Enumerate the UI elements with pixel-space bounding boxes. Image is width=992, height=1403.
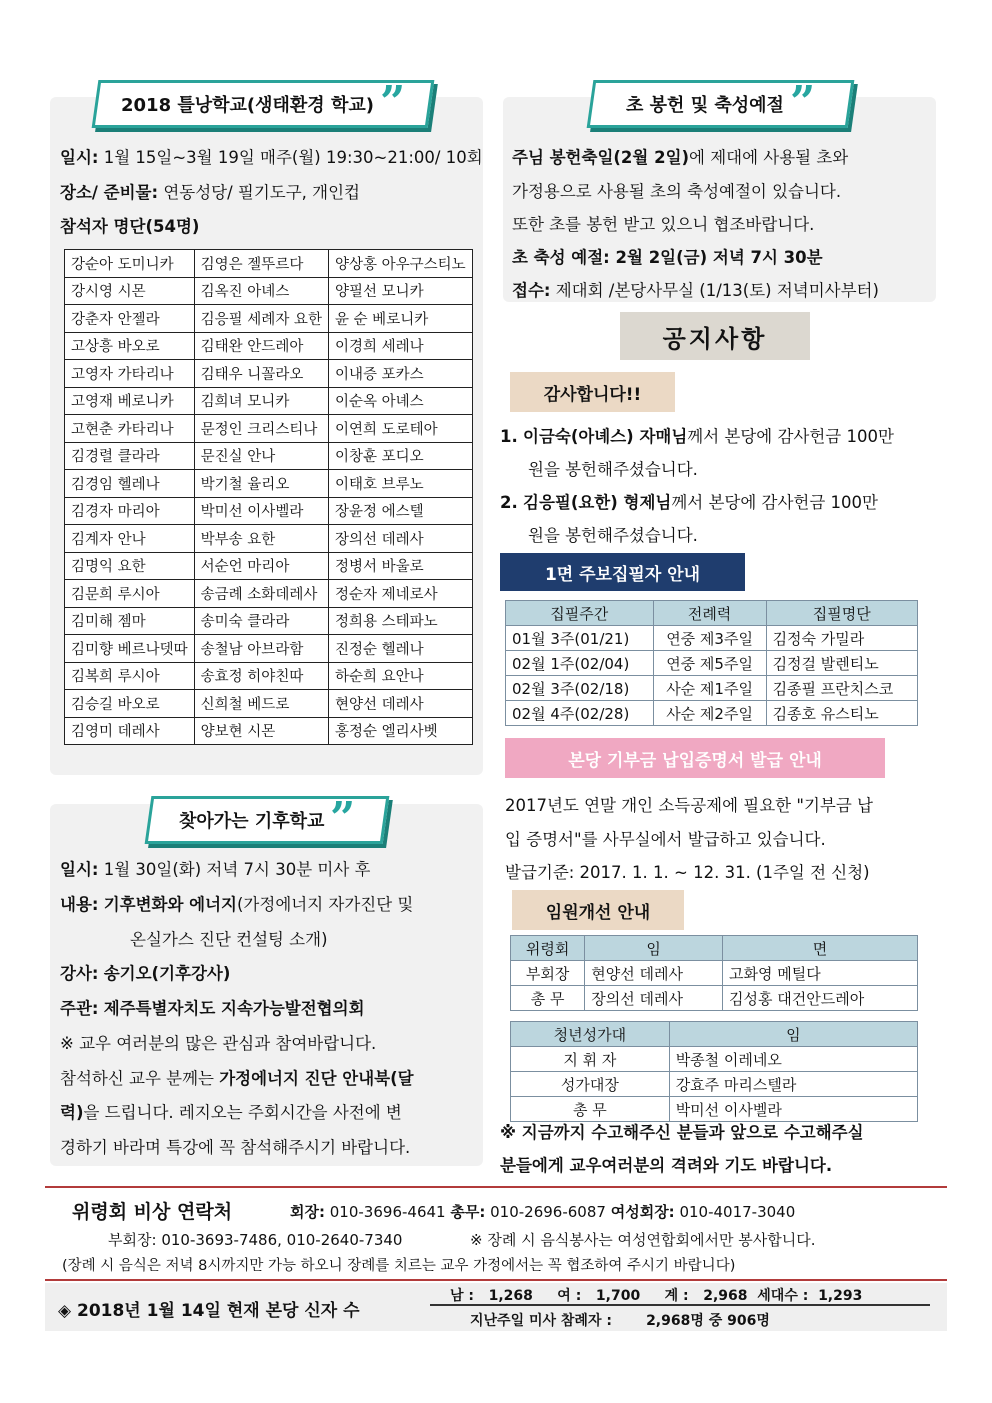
roster-cell: 정순자 제네로사 [328, 580, 472, 608]
roster-cell: 김미해 젬마 [65, 607, 195, 635]
officer-cell: 현양선 데레사 [585, 961, 723, 986]
roster-cell: 하순희 요안나 [328, 662, 472, 690]
roster-cell: 김명익 요한 [65, 552, 195, 580]
choir-cell: 지 휘 자 [511, 1047, 670, 1072]
roster-table [64, 249, 473, 745]
roster-cell: 고영재 베로니카 [65, 387, 195, 415]
roster-cell: 김문희 루시아 [65, 580, 195, 608]
writers-cell: 연중 제3주일 [653, 626, 766, 651]
climate-date: 일시: 1월 30일(화) 저녁 7시 30분 미사 후 [60, 860, 371, 879]
officer-cell: 장의선 데레사 [585, 986, 723, 1011]
roster-cell: 이내증 포카스 [328, 360, 472, 388]
roster-cell: 양보현 시몬 [194, 717, 328, 745]
officer-title: 임원개선 안내 [512, 890, 684, 930]
roster-cell: 이태호 브루노 [328, 470, 472, 498]
climate-host: 주관: 제주특별자치도 지속가능발전협의회 [60, 999, 365, 1018]
roster-cell: 정병서 바울로 [328, 552, 472, 580]
choir-cell: 박미선 이사벨라 [669, 1097, 917, 1122]
emergency-title: 위령회 비상 연락처 [72, 1201, 233, 1223]
writers-cell: 01월 3주(01/21) [506, 626, 654, 651]
stats-underline [430, 1304, 930, 1306]
roster-cell: 김경자 마리아 [65, 497, 195, 525]
writers-title: 1면 주보집필자 안내 [500, 553, 745, 591]
roster-row [65, 250, 473, 278]
donation-title: 본당 기부금 납입증명서 발급 안내 [505, 738, 885, 778]
roster-cell: 송철남 아브라함 [194, 635, 328, 663]
emergency-contacts: 회장: 010-3696-4641 총무: 010-2696-6087 여성회장: 010-4017-3040 [290, 1203, 796, 1221]
candle-blessing: 초 축성 예절: 2월 2일(금) 저녁 7시 30분 [512, 248, 823, 267]
writers-cell: 김정숙 가밀라 [766, 626, 917, 651]
roster-cell: 김영미 데레사 [65, 717, 195, 745]
table-header-cell: 임 [585, 936, 723, 961]
climate-content-line2: 온실가스 진단 컨설팅 소개) [130, 930, 328, 949]
roster-cell: 김희녀 모니카 [194, 387, 328, 415]
closing-line1: ※ 지금까지 수고해주신 분들과 앞으로 수고해주실 [500, 1123, 864, 1142]
officer-cell: 부회장 [511, 961, 585, 986]
roster-cell: 고상흥 바오로 [65, 332, 195, 360]
climate-lecturer: 강사: 송기오(기후강사) [60, 964, 231, 983]
roster-cell: 김경임 헬레나 [65, 470, 195, 498]
quote-icon: ” [789, 77, 816, 128]
roster-cell: 김옥진 아녜스 [194, 277, 328, 305]
climate-title: 찾아가는 기후학교 [178, 811, 325, 832]
candle-reception: 접수: 제대회 /본당사무실 (1/13(토) 저녁미사부터) [512, 281, 879, 300]
roster-row [65, 442, 473, 470]
roster-cell: 김복희 루시아 [65, 662, 195, 690]
table-header-cell: 집필명단 [766, 601, 917, 626]
climate-note2: 참석하신 교우 분께는 가정에너지 진단 안내북(달 [60, 1069, 414, 1088]
candle-p3: 또한 초를 봉헌 받고 있으니 협조바랍니다. [512, 215, 815, 234]
roster-row [65, 305, 473, 333]
writers-cell: 사순 제1주일 [653, 676, 766, 701]
roster-row [65, 635, 473, 663]
roster-row [65, 662, 473, 690]
writers-cell: 연중 제5주일 [653, 651, 766, 676]
roster-row [65, 552, 473, 580]
donation-line2: 입 증명서"를 사무실에서 발급하고 있습니다. [505, 830, 826, 849]
choir-table [510, 1021, 918, 1122]
roster-cell: 고영자 가타리나 [65, 360, 195, 388]
officer-row [511, 961, 918, 986]
climate-content: 내용: 기후변화와 에너지(가정에너지 자가진단 및 [60, 895, 414, 914]
officer-table [510, 935, 918, 1011]
roster-title: 참석자 명단(54명) [60, 217, 200, 236]
writers-row [506, 651, 918, 676]
roster-row [65, 525, 473, 553]
quote-icon: ” [330, 793, 356, 844]
climate-note1: ※ 교우 여러분의 많은 관심과 참여바랍니다. [60, 1034, 377, 1053]
roster-cell: 박기철 율리오 [194, 470, 328, 498]
roster-cell: 이순옥 아녜스 [328, 387, 472, 415]
roster-row [65, 690, 473, 718]
officer-cell: 김성홍 대건안드레아 [723, 986, 918, 1011]
roster-cell: 강시영 시몬 [65, 277, 195, 305]
roster-row [65, 332, 473, 360]
roster-cell: 송미숙 클라라 [194, 607, 328, 635]
writers-cell: 김종호 유스티노 [766, 701, 917, 726]
roster-cell: 진정순 헬레나 [328, 635, 472, 663]
table-header-cell: 집필주간 [506, 601, 654, 626]
roster-cell: 양상홍 아우구스티노 [328, 250, 472, 278]
choir-row [511, 1097, 918, 1122]
roster-cell: 이연희 도로테아 [328, 415, 472, 443]
writers-cell: 사순 제2주일 [653, 701, 766, 726]
candle-p2: 가정용으로 사용될 초의 축성예절이 있습니다. [512, 182, 842, 201]
officer-row [511, 986, 918, 1011]
stats-counts: 남 : 1,268 여 : 1,700 계 : 2,968 세대수 : 1,293 [450, 1288, 863, 1304]
choir-row [511, 1072, 918, 1097]
roster-cell: 신희철 베드로 [194, 690, 328, 718]
roster-cell: 김영은 젤뚜르다 [194, 250, 328, 278]
writers-row [506, 626, 918, 651]
roster-cell: 김경렬 클라라 [65, 442, 195, 470]
roster-cell: 강춘자 안젤라 [65, 305, 195, 333]
roster-cell: 정희용 스테파노 [328, 607, 472, 635]
choir-cell: 박종철 이레네오 [669, 1047, 917, 1072]
roster-row [65, 580, 473, 608]
writers-cell: 02월 4주(02/28) [506, 701, 654, 726]
candle-title-banner [587, 77, 855, 128]
climate-title-banner [145, 793, 390, 844]
roster-cell: 박미선 이사벨라 [194, 497, 328, 525]
roster-cell: 김태완 안드레아 [194, 332, 328, 360]
writers-cell: 김종필 프란치스코 [766, 676, 917, 701]
roster-cell: 김승길 바오로 [65, 690, 195, 718]
roster-cell: 서순언 마리아 [194, 552, 328, 580]
roster-cell: 강순아 도미니카 [65, 250, 195, 278]
roster-cell: 장의선 데레사 [328, 525, 472, 553]
thanks-1-line2: 원을 봉헌해주셨습니다. [528, 460, 698, 479]
ecology-date: 일시: 1월 15일~3월 19일 매주(월) 19:30~21:00/ 10회 [60, 148, 483, 167]
writers-row [506, 676, 918, 701]
roster-cell: 현양선 데레사 [328, 690, 472, 718]
roster-row [65, 470, 473, 498]
writers-cell: 김정걸 발렌티노 [766, 651, 917, 676]
roster-cell: 윤 순 베로니카 [328, 305, 472, 333]
roster-cell: 이창훈 포디오 [328, 442, 472, 470]
officer-cell: 총 무 [511, 986, 585, 1011]
roster-cell: 김응필 세례자 요한 [194, 305, 328, 333]
choir-cell: 강효주 마리스텔라 [669, 1072, 917, 1097]
table-header-cell: 면 [723, 936, 918, 961]
roster-row [65, 607, 473, 635]
roster-cell: 문진실 안나 [194, 442, 328, 470]
table-header-cell: 위령회 [511, 936, 585, 961]
closing-line2: 분들에게 교우여러분의 격려와 기도 바랍니다. [500, 1156, 833, 1175]
ecology-title: 2018 틀낭학교(생태환경 학교) [120, 95, 374, 116]
roster-row [65, 497, 473, 525]
roster-cell: 이경희 세레나 [328, 332, 472, 360]
roster-cell: 양필선 모니카 [328, 277, 472, 305]
roster-cell: 김계자 안나 [65, 525, 195, 553]
footer-divider-bottom [45, 1279, 947, 1281]
table-header-cell: 전례력 [653, 601, 766, 626]
donation-line3: 발급기준: 2017. 1. 1. ~ 12. 31. (1주일 전 신청) [505, 863, 870, 882]
climate-note3: 력)을 드립니다. 레지오는 주회시간을 사전에 변 [60, 1103, 402, 1122]
writers-row [506, 701, 918, 726]
thanks-1: 1. 이금숙(아녜스) 자매님께서 본당에 감사헌금 100만 [500, 427, 894, 446]
roster-cell: 홍정순 엘리사벳 [328, 717, 472, 745]
table-header-cell: 임 [669, 1022, 917, 1047]
footer-divider-top [45, 1186, 947, 1188]
roster-cell: 장윤정 에스텔 [328, 497, 472, 525]
roster-row [65, 277, 473, 305]
roster-cell: 송효정 히야친따 [194, 662, 328, 690]
roster-row [65, 387, 473, 415]
vice-president-contact: 부회장: 010-3693-7486, 010-2640-7340 [108, 1231, 403, 1249]
roster-cell: 문정인 크리스티나 [194, 415, 328, 443]
climate-note4: 경하기 바라며 특강에 꼭 참석해주시기 바랍니다. [60, 1138, 411, 1157]
roster-row [65, 360, 473, 388]
ecology-title-banner [92, 77, 435, 128]
officer-cell: 고화영 메틸다 [723, 961, 918, 986]
funeral-note: ※ 장례 시 음식봉사는 여성연합회에서만 봉사합니다. [470, 1231, 816, 1249]
roster-cell: 김미향 베르나뎃따 [65, 635, 195, 663]
stats-attendance: 지난주일 미사 참례자 : 2,968명 중 906명 [470, 1313, 770, 1329]
roster-row [65, 717, 473, 745]
table-header-cell: 청년성가대 [511, 1022, 670, 1047]
notice-title: 공지사항 [620, 312, 810, 360]
writers-cell: 02월 1주(02/04) [506, 651, 654, 676]
choir-cell: 총 무 [511, 1097, 670, 1122]
roster-cell: 고현춘 카타리나 [65, 415, 195, 443]
funeral-note2: (장례 시 음식은 저녁 8시까지만 가능 하오니 장례를 치르는 교우 가정에서는 꼭 협조하여 주시기 바랍니다) [62, 1258, 736, 1274]
writers-cell: 02월 3주(02/18) [506, 676, 654, 701]
thanks-2: 2. 김응필(요한) 형제님께서 본당에 감사헌금 100만 [500, 493, 878, 512]
ecology-place: 장소/ 준비물: 연동성당/ 필기도구, 개인컵 [60, 183, 360, 202]
candle-p1: 주님 봉헌축일(2월 2일)에 제대에 사용될 초와 [512, 148, 849, 167]
candle-title: 초 봉헌 및 축성예절 [625, 95, 784, 116]
choir-cell: 성가대장 [511, 1072, 670, 1097]
choir-row [511, 1047, 918, 1072]
quote-icon: ” [379, 77, 406, 128]
donation-line1: 2017년도 연말 개인 소득공제에 필요한 "기부금 납 [505, 796, 873, 815]
roster-row [65, 415, 473, 443]
roster-cell: 송금례 소화데레사 [194, 580, 328, 608]
thanks-title: 감사합니다!! [510, 372, 675, 412]
roster-cell: 박부송 요한 [194, 525, 328, 553]
writers-table [505, 600, 918, 726]
stats-title: ◈ 2018년 1월 14일 현재 본당 신자 수 [58, 1301, 360, 1321]
roster-cell: 김태우 니꼴라오 [194, 360, 328, 388]
thanks-2-line2: 원을 봉헌해주셨습니다. [528, 526, 698, 545]
